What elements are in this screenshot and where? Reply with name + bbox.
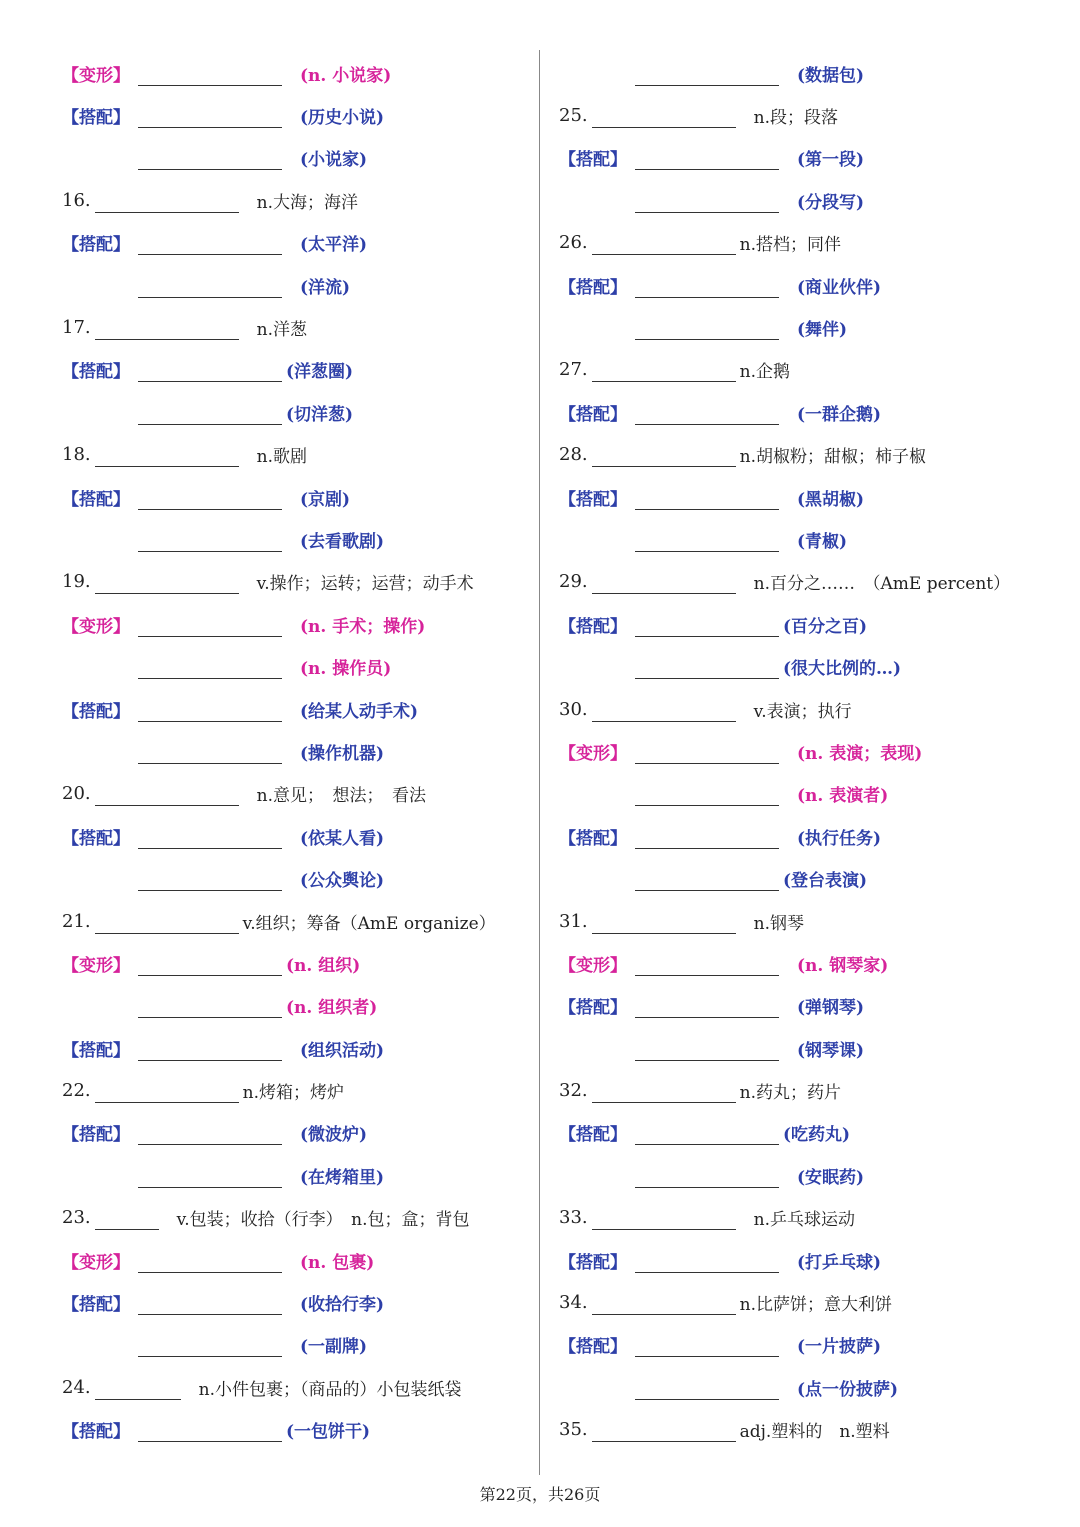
section-tag: 【搭配】 (62, 1422, 130, 1443)
section-tag: 【搭配】 (62, 701, 130, 722)
section-tag: 【搭配】 (62, 489, 130, 510)
entry-number: 26. (559, 232, 588, 254)
chinese-hint: (n. 包裹) (300, 1252, 375, 1273)
answer-blank[interactable] (138, 279, 282, 298)
chinese-hint: (一群企鹅) (797, 404, 882, 425)
answer-blank[interactable] (95, 194, 239, 213)
word-meaning: n.烤箱；烤炉 (242, 1083, 344, 1104)
exercise-row (62, 1027, 532, 1069)
answer-blank[interactable] (138, 533, 282, 552)
answer-blank[interactable] (592, 448, 736, 467)
answer-blank[interactable] (635, 1381, 779, 1400)
exercise-row (559, 1239, 1029, 1281)
exercise-row (559, 1112, 1029, 1154)
exercise-row (62, 942, 532, 984)
exercise-row (62, 603, 532, 645)
answer-blank[interactable] (95, 1211, 159, 1230)
chinese-hint: (很大比例的…) (783, 659, 902, 680)
answer-blank[interactable] (635, 1338, 779, 1357)
chinese-hint: (钢琴课) (797, 1040, 865, 1061)
chinese-hint: (安眠药) (797, 1167, 865, 1188)
vocab-entry-row (559, 900, 1029, 942)
vocab-entry-row (62, 561, 532, 603)
word-meaning: n.钢琴 (753, 913, 804, 934)
word-meaning: n.小件包裹；（商品的）小包装纸袋 (198, 1379, 462, 1400)
answer-blank[interactable] (635, 533, 779, 552)
section-tag: 【搭配】 (62, 1295, 130, 1316)
chinese-hint: (切洋葱) (286, 404, 354, 425)
answer-blank[interactable] (592, 1084, 736, 1103)
word-meaning: adj.塑料的 n.塑料 (739, 1422, 890, 1443)
exercise-row (559, 391, 1029, 433)
chinese-hint: (n. 操作员) (300, 659, 392, 680)
answer-blank[interactable] (138, 1254, 282, 1273)
word-meaning: n.大海；海洋 (256, 192, 358, 213)
word-meaning: n.胡椒粉；甜椒；柿子椒 (739, 447, 926, 468)
answer-blank[interactable] (95, 575, 239, 594)
answer-blank[interactable] (592, 236, 736, 255)
entry-number: 33. (559, 1207, 588, 1229)
entry-number: 29. (559, 571, 588, 593)
vocab-entry-row (559, 434, 1029, 476)
exercise-row (559, 1027, 1029, 1069)
answer-blank[interactable] (635, 999, 779, 1018)
answer-blank[interactable] (138, 703, 282, 722)
entry-number: 32. (559, 1080, 588, 1102)
word-meaning: n.药丸；药片 (739, 1083, 841, 1104)
answer-blank[interactable] (635, 957, 779, 976)
answer-blank[interactable] (635, 67, 779, 86)
answer-blank[interactable] (95, 1084, 239, 1103)
word-meaning: n.歌剧 (256, 447, 307, 468)
section-tag: 【变形】 (62, 1252, 130, 1273)
word-meaning: n.洋葱 (256, 320, 307, 341)
answer-blank[interactable] (635, 1126, 779, 1145)
answer-blank[interactable] (635, 660, 779, 679)
vocab-entry-row (62, 306, 532, 348)
chinese-hint: (执行任务) (797, 828, 882, 849)
answer-blank[interactable] (635, 830, 779, 849)
answer-blank[interactable] (138, 660, 282, 679)
exercise-row (62, 688, 532, 730)
chinese-hint: (微波炉) (300, 1125, 368, 1146)
answer-blank[interactable] (95, 321, 239, 340)
chinese-hint: (京剧) (300, 489, 351, 510)
answer-blank[interactable] (635, 151, 779, 170)
answer-blank[interactable] (592, 363, 736, 382)
answer-blank[interactable] (592, 1296, 736, 1315)
chinese-hint: (吃药丸) (783, 1125, 851, 1146)
word-meaning: n.企鹅 (739, 362, 790, 383)
entry-number: 23. (62, 1207, 91, 1229)
vocab-entry-row (62, 1366, 532, 1408)
answer-blank[interactable] (635, 279, 779, 298)
exercise-row (62, 476, 532, 518)
exercise-row (559, 815, 1029, 857)
entry-number: 34. (559, 1292, 588, 1314)
page-footer: 第22页，共26页 (479, 1485, 601, 1504)
entry-number: 17. (62, 317, 91, 339)
exercise-row (62, 857, 532, 899)
chinese-hint: (舞伴) (797, 320, 848, 341)
section-tag: 【变形】 (62, 616, 130, 637)
entry-number: 22. (62, 1080, 91, 1102)
chinese-hint: (n. 钢琴家) (797, 955, 889, 976)
answer-blank[interactable] (635, 194, 779, 213)
chinese-hint: (去看歌剧) (300, 531, 385, 552)
chinese-hint: (太平洋) (300, 235, 368, 256)
exercise-row (62, 52, 532, 94)
left-column (62, 52, 532, 1451)
chinese-hint: (弹钢琴) (797, 998, 865, 1019)
entry-number: 27. (559, 359, 588, 381)
vocab-entry-row (559, 222, 1029, 264)
answer-blank[interactable] (138, 1126, 282, 1145)
chinese-hint: (n. 组织) (286, 955, 361, 976)
entry-number: 25. (559, 105, 588, 127)
exercise-row (559, 645, 1029, 687)
answer-blank[interactable] (138, 1338, 282, 1357)
exercise-row (62, 1112, 532, 1154)
entry-number: 18. (62, 444, 91, 466)
answer-blank[interactable] (592, 109, 736, 128)
entry-number: 30. (559, 698, 588, 720)
column-divider (539, 50, 540, 1475)
exercise-row (559, 773, 1029, 815)
chinese-hint: (n. 表演；表现) (797, 743, 923, 764)
entry-number: 28. (559, 444, 588, 466)
word-meaning: n.意见； 想法； 看法 (256, 786, 426, 807)
exercise-row (62, 518, 532, 560)
chinese-hint: (n. 表演者) (797, 786, 889, 807)
section-tag: 【搭配】 (559, 828, 627, 849)
section-tag: 【搭配】 (62, 828, 130, 849)
vocab-entry-row (62, 773, 532, 815)
section-tag: 【搭配】 (62, 362, 130, 383)
chinese-hint: (打乒乓球) (797, 1252, 882, 1273)
word-meaning: v.表演；执行 (753, 701, 852, 722)
chinese-hint: (n. 组织者) (286, 998, 378, 1019)
chinese-hint: (给某人动手术) (300, 701, 419, 722)
answer-blank[interactable] (138, 406, 282, 425)
entry-number: 24. (62, 1376, 91, 1398)
exercise-row (62, 1154, 532, 1196)
section-tag: 【变形】 (62, 65, 130, 86)
chinese-hint: (一副牌) (300, 1337, 368, 1358)
vocab-entry-row (62, 1197, 532, 1239)
exercise-row (62, 985, 532, 1027)
chinese-hint: (黑胡椒) (797, 489, 865, 510)
answer-blank[interactable] (635, 491, 779, 510)
exercise-row (62, 1324, 532, 1366)
chinese-hint: (组织活动) (300, 1040, 385, 1061)
vocab-entry-row (559, 1409, 1029, 1451)
answer-blank[interactable] (95, 1381, 181, 1400)
exercise-row (62, 264, 532, 306)
entry-number: 19. (62, 571, 91, 593)
chinese-hint: (青椒) (797, 531, 848, 552)
vocab-entry-row (559, 1197, 1029, 1239)
answer-blank[interactable] (138, 618, 282, 637)
answer-blank[interactable] (635, 1169, 779, 1188)
answer-blank[interactable] (592, 1423, 736, 1442)
exercise-row (559, 603, 1029, 645)
exercise-row (559, 1366, 1029, 1408)
exercise-row (559, 857, 1029, 899)
vocab-entry-row (62, 179, 532, 221)
exercise-row (62, 815, 532, 857)
answer-blank[interactable] (95, 787, 239, 806)
vocab-entry-row (559, 1069, 1029, 1111)
section-tag: 【搭配】 (62, 235, 130, 256)
exercise-row (62, 94, 532, 136)
section-tag: 【搭配】 (559, 998, 627, 1019)
answer-blank[interactable] (138, 1423, 282, 1442)
exercise-row (559, 1324, 1029, 1366)
answer-blank[interactable] (138, 109, 282, 128)
section-tag: 【变形】 (559, 743, 627, 764)
chinese-hint: (在烤箱里) (300, 1167, 385, 1188)
answer-blank[interactable] (138, 1042, 282, 1061)
word-meaning: v.组织；筹备（AmE organize） (242, 913, 496, 934)
chinese-hint: (第一段) (797, 150, 865, 171)
section-tag: 【搭配】 (559, 1337, 627, 1358)
section-tag: 【变形】 (559, 955, 627, 976)
section-tag: 【变形】 (62, 955, 130, 976)
section-tag: 【搭配】 (559, 277, 627, 298)
chinese-hint: (百分之百) (783, 616, 868, 637)
answer-blank[interactable] (138, 363, 282, 382)
chinese-hint: (登台表演) (783, 871, 868, 892)
answer-blank[interactable] (635, 872, 779, 891)
chinese-hint: (操作机器) (300, 743, 385, 764)
word-meaning: n.乒乓球运动 (753, 1210, 855, 1231)
vocab-entry-row (559, 688, 1029, 730)
chinese-hint: (点一份披萨) (797, 1379, 899, 1400)
section-tag: 【搭配】 (559, 404, 627, 425)
answer-blank[interactable] (635, 618, 779, 637)
answer-blank[interactable] (138, 1296, 282, 1315)
exercise-row (62, 1409, 532, 1451)
entry-number: 16. (62, 189, 91, 211)
answer-blank[interactable] (635, 1254, 779, 1273)
answer-blank[interactable] (635, 321, 779, 340)
section-tag: 【搭配】 (559, 616, 627, 637)
chinese-hint: (分段写) (797, 192, 865, 213)
chinese-hint: (收拾行李) (300, 1295, 385, 1316)
section-tag: 【搭配】 (62, 1125, 130, 1146)
chinese-hint: (一包饼干) (286, 1422, 371, 1443)
word-meaning: n.百分之…… （AmE percent） (753, 574, 1011, 595)
chinese-hint: (洋流) (300, 277, 351, 298)
exercise-row (559, 985, 1029, 1027)
exercise-row (62, 349, 532, 391)
answer-blank[interactable] (592, 703, 736, 722)
vocab-entry-row (559, 561, 1029, 603)
answer-blank[interactable] (138, 491, 282, 510)
answer-blank[interactable] (635, 1042, 779, 1061)
entry-number: 31. (559, 910, 588, 932)
chinese-hint: (小说家) (300, 150, 368, 171)
answer-blank[interactable] (592, 915, 736, 934)
vocab-entry-row (559, 1281, 1029, 1323)
exercise-row (62, 391, 532, 433)
exercise-row (559, 1154, 1029, 1196)
answer-blank[interactable] (138, 1169, 282, 1188)
section-tag: 【搭配】 (559, 489, 627, 510)
exercise-row (62, 137, 532, 179)
exercise-row (559, 730, 1029, 772)
word-meaning: n.搭档；同伴 (739, 235, 841, 256)
answer-blank[interactable] (95, 448, 239, 467)
right-column (559, 52, 1029, 1451)
word-meaning: v.包装；收拾（行李） n.包；盒；背包 (176, 1210, 470, 1231)
chinese-hint: (商业伙伴) (797, 277, 882, 298)
exercise-row (559, 179, 1029, 221)
exercise-row (559, 476, 1029, 518)
answer-blank[interactable] (138, 957, 282, 976)
entry-number: 35. (559, 1419, 588, 1441)
vocab-entry-row (62, 1069, 532, 1111)
exercise-row (62, 645, 532, 687)
chinese-hint: (依某人看) (300, 828, 385, 849)
exercise-row (559, 942, 1029, 984)
exercise-row (559, 518, 1029, 560)
chinese-hint: (公众舆论) (300, 871, 385, 892)
word-meaning: n.段；段落 (753, 108, 838, 129)
vocab-entry-row (62, 434, 532, 476)
section-tag: 【搭配】 (559, 150, 627, 171)
answer-blank[interactable] (138, 830, 282, 849)
section-tag: 【搭配】 (559, 1252, 627, 1273)
chinese-hint: (n. 小说家) (300, 65, 392, 86)
exercise-row (62, 1281, 532, 1323)
vocab-entry-row (62, 900, 532, 942)
entry-number: 20. (62, 783, 91, 805)
answer-blank[interactable] (138, 999, 282, 1018)
word-meaning: n.比萨饼；意大利饼 (739, 1295, 892, 1316)
answer-blank[interactable] (138, 151, 282, 170)
exercise-row (62, 222, 532, 264)
chinese-hint: (洋葱圈) (286, 362, 354, 383)
chinese-hint: (一片披萨) (797, 1337, 882, 1358)
vocab-entry-row (559, 349, 1029, 391)
chinese-hint: (数据包) (797, 65, 865, 86)
chinese-hint: (n. 手术；操作) (300, 616, 426, 637)
word-meaning: v.操作；运转；运营；动手术 (256, 574, 474, 595)
answer-blank[interactable] (635, 406, 779, 425)
section-tag: 【搭配】 (62, 108, 130, 129)
answer-blank[interactable] (592, 575, 736, 594)
answer-blank[interactable] (138, 872, 282, 891)
section-tag: 【搭配】 (62, 1040, 130, 1061)
exercise-row (559, 52, 1029, 94)
exercise-row (559, 306, 1029, 348)
answer-blank[interactable] (635, 745, 779, 764)
exercise-row (559, 137, 1029, 179)
answer-blank[interactable] (138, 745, 282, 764)
exercise-row (62, 1239, 532, 1281)
answer-blank[interactable] (635, 787, 779, 806)
vocab-entry-row (559, 94, 1029, 136)
entry-number: 21. (62, 910, 91, 932)
answer-blank[interactable] (138, 236, 282, 255)
section-tag: 【搭配】 (559, 1125, 627, 1146)
answer-blank[interactable] (95, 915, 239, 934)
chinese-hint: (历史小说) (300, 108, 385, 129)
exercise-row (559, 264, 1029, 306)
answer-blank[interactable] (138, 67, 282, 86)
answer-blank[interactable] (592, 1211, 736, 1230)
exercise-row (62, 730, 532, 772)
